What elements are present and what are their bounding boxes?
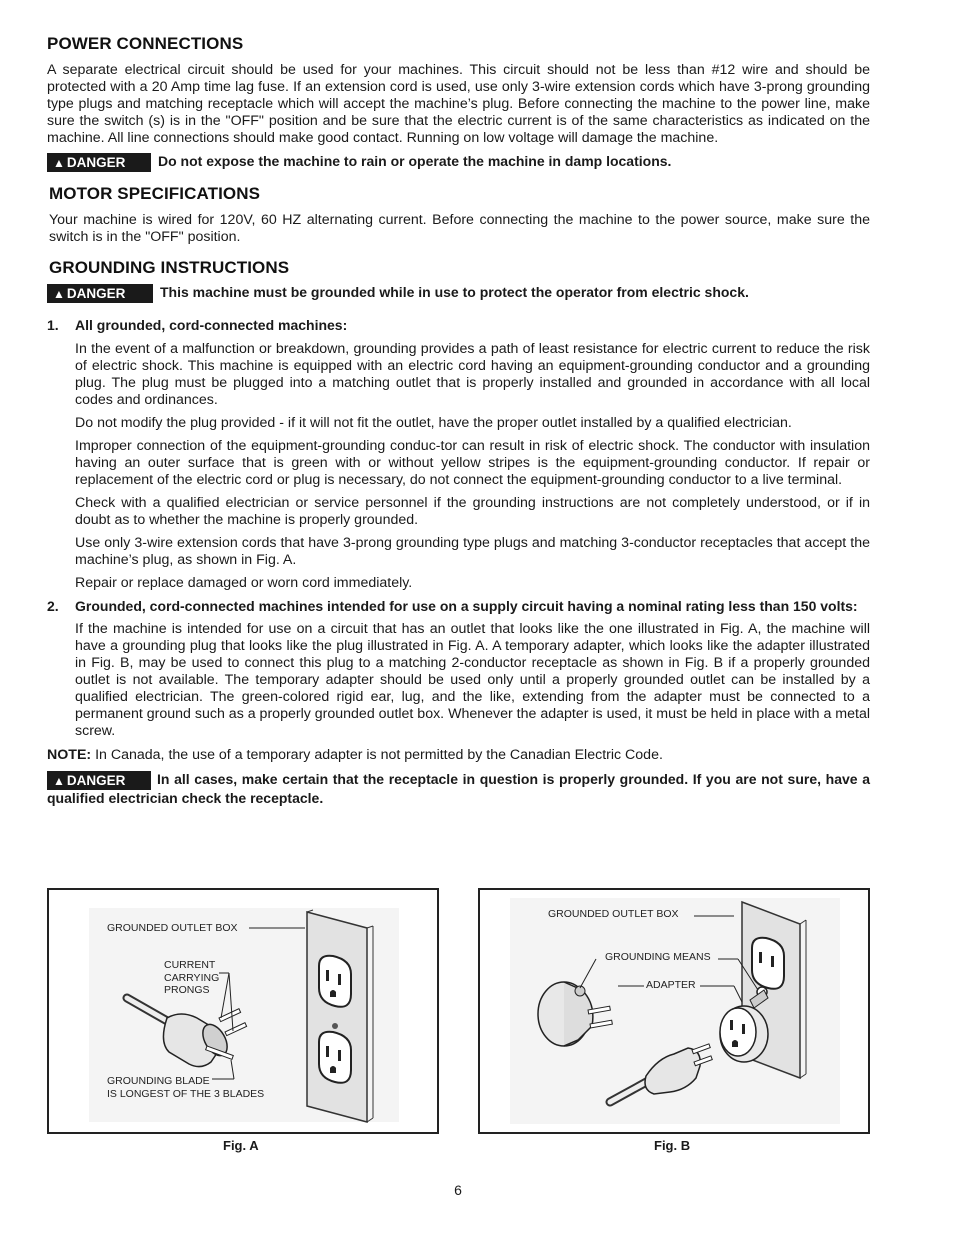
item-1-paragraph: Check with a qualified electrician or service personnel if the grounding instructions are not completely understood, or if in doubt as to whether the machine is properly grounded. — [75, 495, 870, 528]
danger-text: In all cases, make certain that the receptacle in question is properly grounded. If you are not sure, have a qualified electrician check the receptacle. — [47, 771, 870, 806]
figure-a — [47, 888, 439, 1134]
figure-b-caption: Fig. B — [654, 1138, 691, 1153]
item-1-paragraph: In the event of a malfunction or breakdown, grounding provides a path of least resistance for electric current to reduce the risk of electric shock. This machine is equipped with an electric cord having an equipment-grounding conductor and a grounding plug. The plug must be plugged into a matching outlet that is properly installed and grounded in accordance with all local codes and ordinances. — [75, 341, 870, 408]
danger-badge: ▲ DANGER — [47, 153, 151, 172]
manual-page — [47, 34, 870, 807]
item-1-paragraph: Repair or replace damaged or worn cord immediately. — [75, 575, 413, 591]
figure-a-caption: Fig. A — [223, 1138, 259, 1153]
power-connections-body: A separate electrical circuit should be used for your machines. This circuit should not be less than #12 wire and should be protected with a 20 Amp time lag fuse. If an extension cord is used, use only 3-wire extension cords which have 3-prong grounding type plugs and matching receptacle which will accept the machine’s plug. Before connecting the machine to the power line, make sure the switch (s) is in the "OFF" position and be sure that the electric current is of the same characteristics as indicated on the machine. All line connections should make good contact. Running on low voltage will damage the machine. — [47, 62, 870, 146]
item-2-paragraph: If the machine is intended for use on a circuit that has an outlet that looks like the one illustrated in Fig. A, the machine will have a grounding plug that looks like the plug illustrated in Fig. A. A temporary adapter, which looks like the adapter illustrated in Fig. B, may be used to connect this plug to a matching 2-conductor receptacle as shown in Fig. B if a properly grounded outlet is not available. The temporary adapter should be used only until a properly grounded outlet can be installed by a qualified electrician. The green-colored rigid ear, lug, and the like, extending from the adapter must be connected to a permanent ground such as a properly grounded outlet box. Whenever the adapter is used, it must be held in place with a metal screw. — [75, 621, 870, 739]
item-2-heading — [47, 598, 870, 615]
motor-specifications-body: Your machine is wired for 120V, 60 HZ alternating current. Before connecting the machine to the power source, make sure the switch is in the "OFF" position. — [49, 212, 870, 245]
danger-notice-rain — [47, 153, 870, 172]
warning-triangle-icon: ▲ — [53, 774, 65, 788]
item-2-content — [75, 621, 870, 740]
adapter-illustration — [480, 890, 868, 1132]
item-title: All grounded, cord-connected machines: — [75, 317, 348, 333]
item-1-paragraph: Improper connection of the equipment-grounding conduc-tor can result in risk of electric shock. The conductor with insulation having an outer surface that is green with or without yellow stripes is the equipment-grounding conductor. If repair or replacement of the electric cord or plug is necessary, do not connect the equipment-grounding conductor to a live terminal. — [75, 438, 870, 488]
danger-badge: ▲ DANGER — [47, 284, 153, 303]
page-number: 6 — [454, 1182, 462, 1198]
label-adapter: ADAPTER — [646, 979, 696, 991]
item-1-heading — [47, 317, 870, 334]
canada-note — [47, 747, 870, 764]
note-text: In Canada, the use of a temporary adapter is not permitted by the Canadian Electric Code. — [91, 747, 663, 763]
figures — [47, 888, 870, 1158]
item-title: Grounded, cord-connected machines intended for use on a supply circuit having a nominal rating less than 150 volts: — [75, 598, 858, 614]
danger-text: Do not expose the machine to rain or operate the machine in damp locations. — [158, 153, 672, 169]
grounding-instructions-heading: GROUNDING INSTRUCTIONS — [49, 258, 290, 277]
danger-notice-receptacle — [47, 771, 870, 807]
item-1-content — [75, 341, 870, 592]
label-grounded-outlet-box: GROUNDED OUTLET BOX — [548, 908, 679, 920]
label-grounding-means: GROUNDING MEANS — [605, 951, 711, 963]
danger-text: This machine must be grounded while in use to protect the operator from electric shock. — [160, 284, 749, 300]
item-1-paragraph: Do not modify the plug provided - if it will not fit the outlet, have the proper outlet installed by a qualified electrician. — [75, 415, 792, 431]
figure-b — [478, 888, 870, 1134]
power-connections-heading: POWER CONNECTIONS — [47, 34, 244, 53]
item-number: 2. — [47, 598, 59, 614]
danger-notice-grounding — [47, 284, 870, 303]
warning-triangle-icon: ▲ — [53, 287, 65, 301]
warning-triangle-icon: ▲ — [53, 156, 65, 170]
item-number: 1. — [47, 317, 59, 333]
item-1-paragraph: Use only 3-wire extension cords that have 3-prong grounding type plugs and matching 3-conductor receptacles that accept the machine’s plug, as shown in Fig. A. — [75, 535, 870, 568]
label-current-carrying-prongs: CURRENT CARRYING PRONGS — [164, 959, 220, 996]
motor-specifications-heading: MOTOR SPECIFICATIONS — [49, 184, 261, 203]
label-grounding-blade: GROUNDING BLADE IS LONGEST OF THE 3 BLADES — [107, 1075, 265, 1100]
danger-badge: ▲ DANGER — [47, 771, 151, 790]
note-label: NOTE: — [47, 747, 92, 763]
label-grounded-outlet-box: GROUNDED OUTLET BOX — [107, 922, 238, 934]
